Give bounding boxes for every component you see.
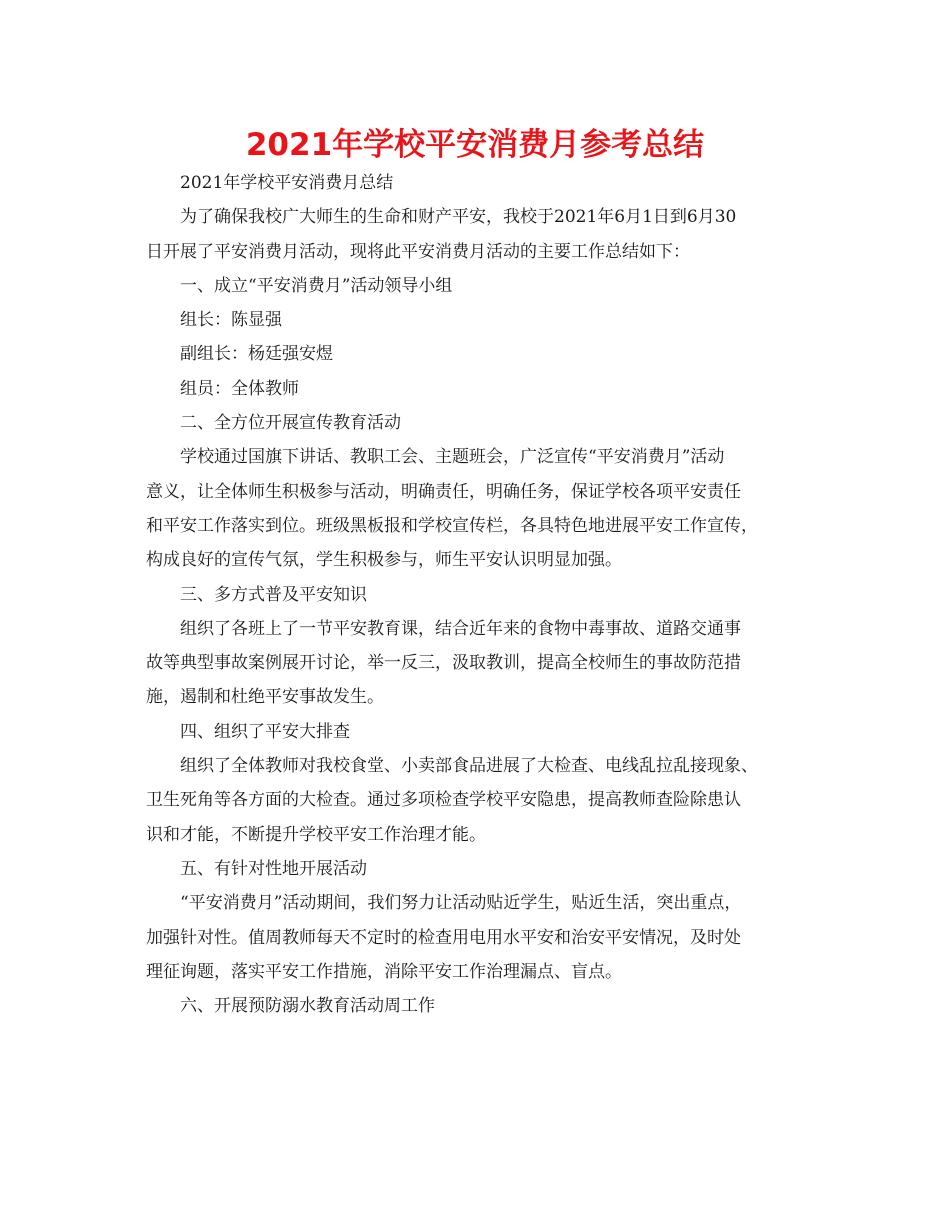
text-line: 日开展了平安消费月活动，现将此平安消费月活动的主要工作总结如下：	[146, 241, 690, 262]
text-line: 理征询题，落实平安工作措施，消除平安工作治理漏点、盲点。	[146, 961, 622, 982]
text-line: 六、开展预防溺水教育活动周工作	[180, 996, 435, 1017]
text-line: 故等典型事故案例展开讨论，举一反三，汲取教训，提高全校师生的事故防范措	[146, 653, 741, 674]
document-title: 2021年学校平安消费月参考总结	[245, 127, 705, 163]
text-line: 组员：全体教师	[180, 378, 299, 399]
text-line: 五、有针对性地开展活动	[180, 858, 367, 879]
text-line: 意义，让全体师生积极参与活动，明确责任，明确任务，保证学校各项平安责任	[146, 481, 741, 502]
text-line: 副组长：杨廷强安煜	[180, 344, 333, 365]
text-line: 卫生死角等各方面的大检查。通过多项检查学校平安隐患，提高教师查险除患认	[146, 790, 741, 811]
text-line: 识和才能，不断提升学校平安工作治理才能。	[146, 824, 486, 845]
text-line: 构成良好的宣传气氛，学生积极参与，师生平安认识明显加强。	[146, 550, 622, 571]
text-line: 施，遏制和杜绝平安事故发生。	[146, 687, 384, 708]
text-line: 三、多方式普及平安知识	[180, 584, 367, 605]
text-line: 为了确保我校广大师生的生命和财产平安，我校于2021年6月1日到6月30	[180, 207, 737, 228]
text-line: 二、全方位开展宣传教育活动	[180, 413, 401, 434]
text-line: 组织了全体教师对我校食堂、小卖部食品进展了大检查、电线乱拉乱接现象、	[180, 756, 758, 777]
text-line: “平安消费月”活动期间，我们努力让活动贴近学生，贴近生活，突出重点，	[180, 893, 742, 914]
text-line: 2021年学校平安消费月总结	[180, 173, 394, 193]
text-line: 四、组织了平安大排查	[180, 721, 350, 742]
text-line: 组织了各班上了一节平安教育课，结合近年来的食物中毒事故、道路交通事	[180, 618, 741, 639]
text-line: 一、成立“平安消费月”活动领导小组	[180, 275, 453, 296]
text-line: 学校通过国旗下讲话、教职工会、主题班会，广泛宣传“平安消费月”活动	[180, 447, 725, 468]
text-line: 组长：陈显强	[180, 310, 282, 331]
document-body	[146, 166, 806, 1023]
text-line: 加强针对性。值周教师每天不定时的检查用电用水平安和治安平安情况，及时处	[146, 927, 741, 948]
text-line: 和平安工作落实到位。班级黑板报和学校宣传栏，各具特色地进展平安工作宣传，	[146, 515, 758, 536]
